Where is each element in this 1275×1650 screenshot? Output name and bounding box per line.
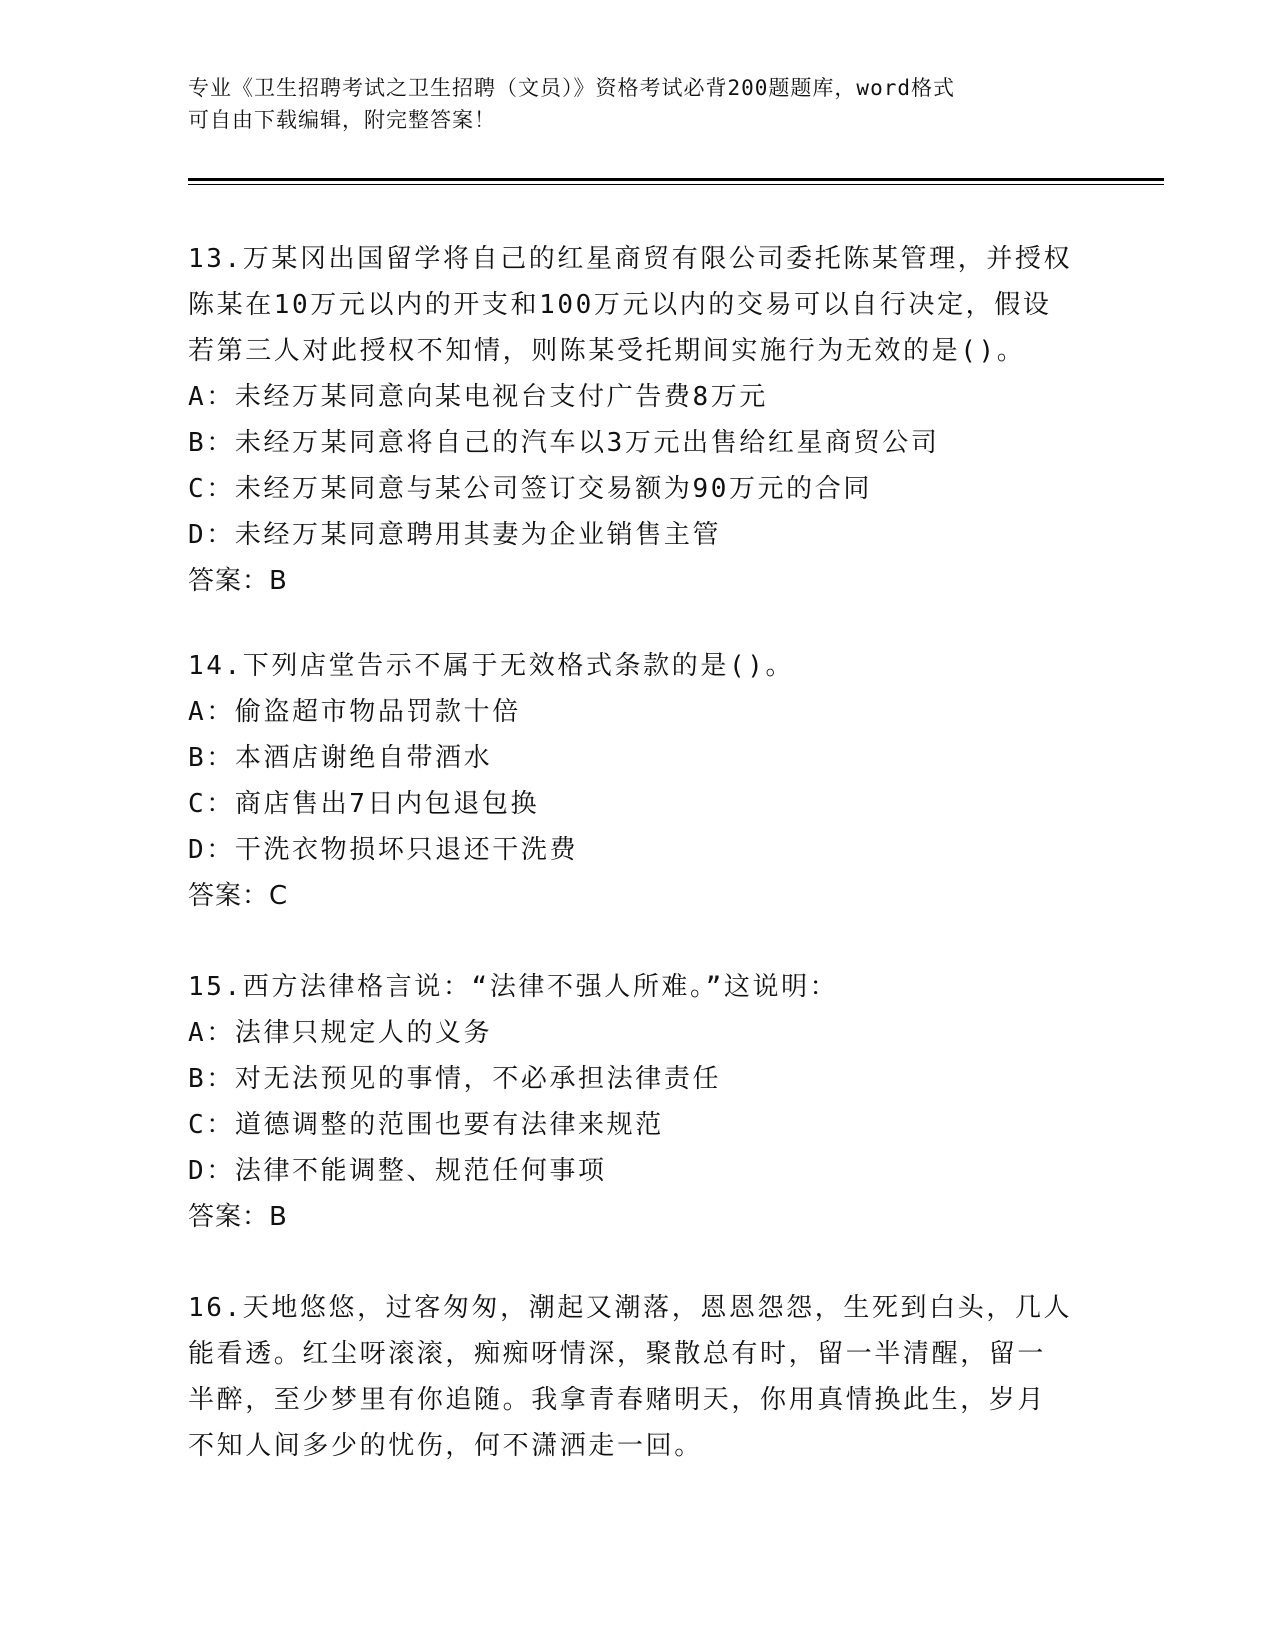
question-stem-line: 陈某在10万元以内的开支和100万元以内的交易可以自行决定，假设 bbox=[188, 290, 1052, 320]
option-a: A：偷盗超市物品罚款十倍 bbox=[188, 697, 521, 727]
option-c: C：商店售出7日内包退包换 bbox=[188, 789, 540, 819]
option-a: A：法律只规定人的义务 bbox=[188, 1018, 493, 1048]
option-a: A：未经万某同意向某电视台支付广告费8万元 bbox=[188, 382, 768, 412]
document-header bbox=[188, 72, 1088, 136]
header-divider bbox=[188, 178, 1164, 181]
option-d: D：法律不能调整、规范任何事项 bbox=[188, 1156, 607, 1186]
question-stem-line: 16.天地悠悠，过客匆匆，潮起又潮落，恩恩怨怨，生死到白头，几人 bbox=[188, 1293, 1073, 1323]
option-c: C：道德调整的范围也要有法律来规范 bbox=[188, 1110, 664, 1140]
header-line: 可自由下载编辑，附完整答案！ bbox=[188, 108, 496, 132]
option-c: C：未经万某同意与某公司签订交易额为90万元的合同 bbox=[188, 474, 872, 504]
question-stem-line: 不知人间多少的忧伤，何不潇洒走一回。 bbox=[188, 1431, 703, 1461]
option-d: D：未经万某同意聘用其妻为企业销售主管 bbox=[188, 520, 722, 550]
option-b: B：对无法预见的事情，不必承担法律责任 bbox=[188, 1064, 722, 1094]
question-stem-line: 若第三人对此授权不知情，则陈某受托期间实施行为无效的是()。 bbox=[188, 336, 1026, 366]
question-stem-line: 半醉，至少梦里有你追随。我拿青春赌明天，你用真情换此生，岁月 bbox=[188, 1385, 1047, 1415]
question-13 bbox=[188, 236, 1088, 604]
answer-line: 答案：B bbox=[188, 566, 288, 596]
question-14 bbox=[188, 643, 1088, 919]
question-stem-line: 13.万某冈出国留学将自己的红星商贸有限公司委托陈某管理，并授权 bbox=[188, 244, 1073, 274]
answer-line: 答案：C bbox=[188, 881, 289, 911]
question-stem-line: 15.西方法律格言说：“法律不强人所难。”这说明： bbox=[188, 972, 839, 1002]
header-line: 专业《卫生招聘考试之卫生招聘（文员）》资格考试必背200题题库，word格式 bbox=[188, 76, 955, 100]
answer-line: 答案：B bbox=[188, 1202, 288, 1232]
question-15 bbox=[188, 964, 1088, 1240]
option-d: D：干洗衣物损坏只退还干洗费 bbox=[188, 835, 579, 865]
question-stem-line: 能看透。红尘呀滚滚，痴痴呀情深，聚散总有时，留一半清醒，留一 bbox=[188, 1339, 1047, 1369]
question-16 bbox=[188, 1285, 1088, 1469]
option-b: B：未经万某同意将自己的汽车以3万元出售给红星商贸公司 bbox=[188, 428, 940, 458]
option-b: B：本酒店谢绝自带酒水 bbox=[188, 743, 493, 773]
question-stem-line: 14.下列店堂告示不属于无效格式条款的是()。 bbox=[188, 651, 795, 681]
header-divider-thin bbox=[188, 184, 1164, 185]
